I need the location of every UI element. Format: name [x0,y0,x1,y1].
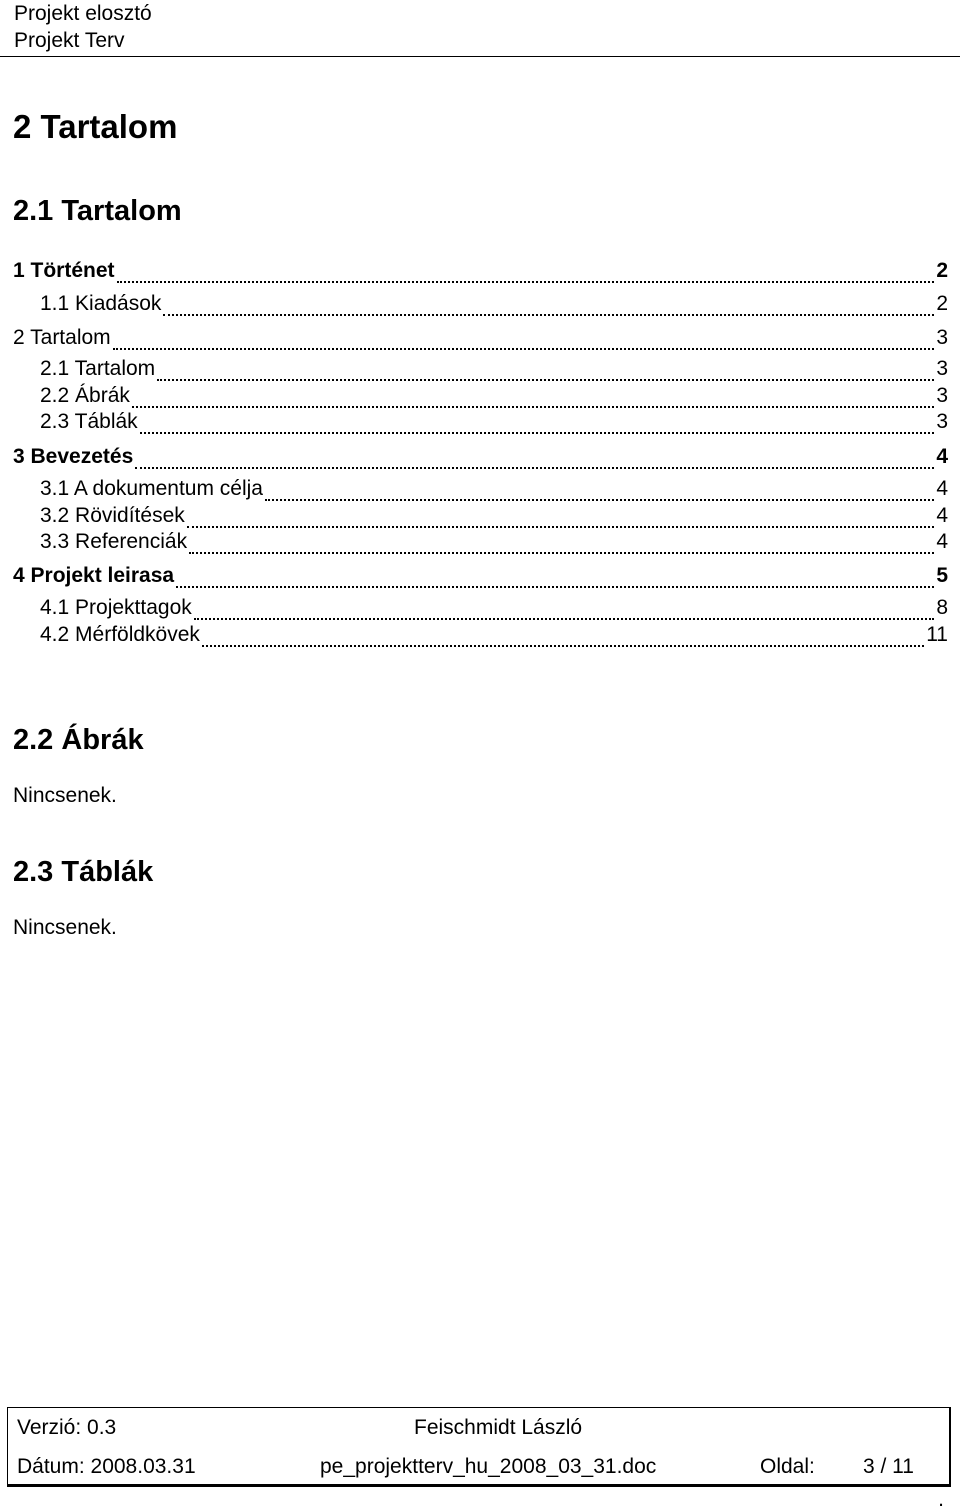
footer-page-label: Oldal: [760,1455,815,1478]
toc-entry-title: 4.2 Mérföldkövek [40,623,200,646]
footer-page-number: 3 / 11 [863,1455,914,1478]
toc-entry-title: 4 Projekt leirasa [13,564,175,587]
toc-entry-title: 4.1 Projekttagok [40,596,192,619]
toc-leader [140,412,935,434]
heading-tables: 2.3 Táblák [13,856,154,888]
toc-entry-title: 3.3 Referenciák [40,530,188,553]
toc-leader [202,625,924,647]
toc-entry[interactable] [13,445,948,473]
toc-entry[interactable] [40,384,948,412]
footer-version: Verzió: 0.3 [17,1416,117,1439]
toc-entry[interactable] [13,326,948,354]
toc-entry[interactable] [40,410,948,438]
toc-entry-page: 3 [936,410,948,433]
toc-leader [132,386,934,408]
toc-leader [135,447,934,469]
toc-entry[interactable] [40,357,948,385]
heading-contents: 2 Tartalom [13,108,178,145]
toc-entry-page: 3 [936,357,948,380]
toc-entry[interactable] [40,596,948,624]
page-footer [7,1407,951,1487]
header-project-distributor: Projekt elosztó [14,2,152,25]
toc-leader [189,532,934,554]
toc-entry-page: 4 [936,530,948,553]
toc-entry-title: 3.2 Rövidítések [40,504,185,527]
toc-entry-page: 2 [936,259,948,282]
toc-entry-title: 3 Bevezetés [13,445,134,468]
toc-entry[interactable] [40,477,948,505]
heading-figures: 2.2 Ábrák [13,724,144,756]
footer-date: Dátum: 2008.03.31 [17,1455,196,1478]
toc-entry[interactable] [13,259,948,287]
footer-filename: pe_projektterv_hu_2008_03_31.doc [320,1455,657,1478]
page-header [14,0,958,54]
toc-entry-page: 8 [936,596,948,619]
toc-entry-page: 4 [936,445,948,468]
tables-text: Nincsenek. [13,916,117,939]
toc-entry-title: 2.2 Ábrák [40,384,130,407]
toc-entry-title: 3.1 A dokumentum célja [40,477,263,500]
toc-entry-page: 3 [936,384,948,407]
toc-entry-page: 4 [936,504,948,527]
toc-entry-title: 1.1 Kiadások [40,292,162,315]
toc-entry[interactable] [40,504,948,532]
toc-entry[interactable] [40,292,948,320]
toc-entry-title: 1 Történet [13,259,115,282]
header-divider [0,56,960,57]
toc-leader [176,566,934,588]
toc-entry-page: 4 [936,477,948,500]
toc-entry-page: 2 [936,292,948,315]
toc-entry-page: 11 [926,623,948,646]
toc-leader [163,294,934,316]
heading-toc: 2.1 Tartalom [13,195,182,227]
toc-leader [157,359,934,381]
toc-leader [265,479,934,501]
header-document-type: Projekt Terv [14,29,125,52]
toc-entry[interactable] [40,530,948,558]
toc-entry-page: 3 [936,326,948,349]
toc-entry[interactable] [40,623,948,651]
toc-leader [187,506,935,528]
toc-leader [194,598,935,620]
toc-leader [117,261,935,283]
toc-entry-title: 2 Tartalom [13,326,111,349]
end-mark: . [938,1488,944,1511]
toc-entry[interactable] [13,564,948,592]
toc-entry-title: 2.3 Táblák [40,410,138,433]
toc-leader [113,328,935,350]
figures-text: Nincsenek. [13,784,117,807]
footer-author: Feischmidt László [414,1416,583,1439]
toc-entry-title: 2.1 Tartalom [40,357,156,380]
toc-entry-page: 5 [936,564,948,587]
